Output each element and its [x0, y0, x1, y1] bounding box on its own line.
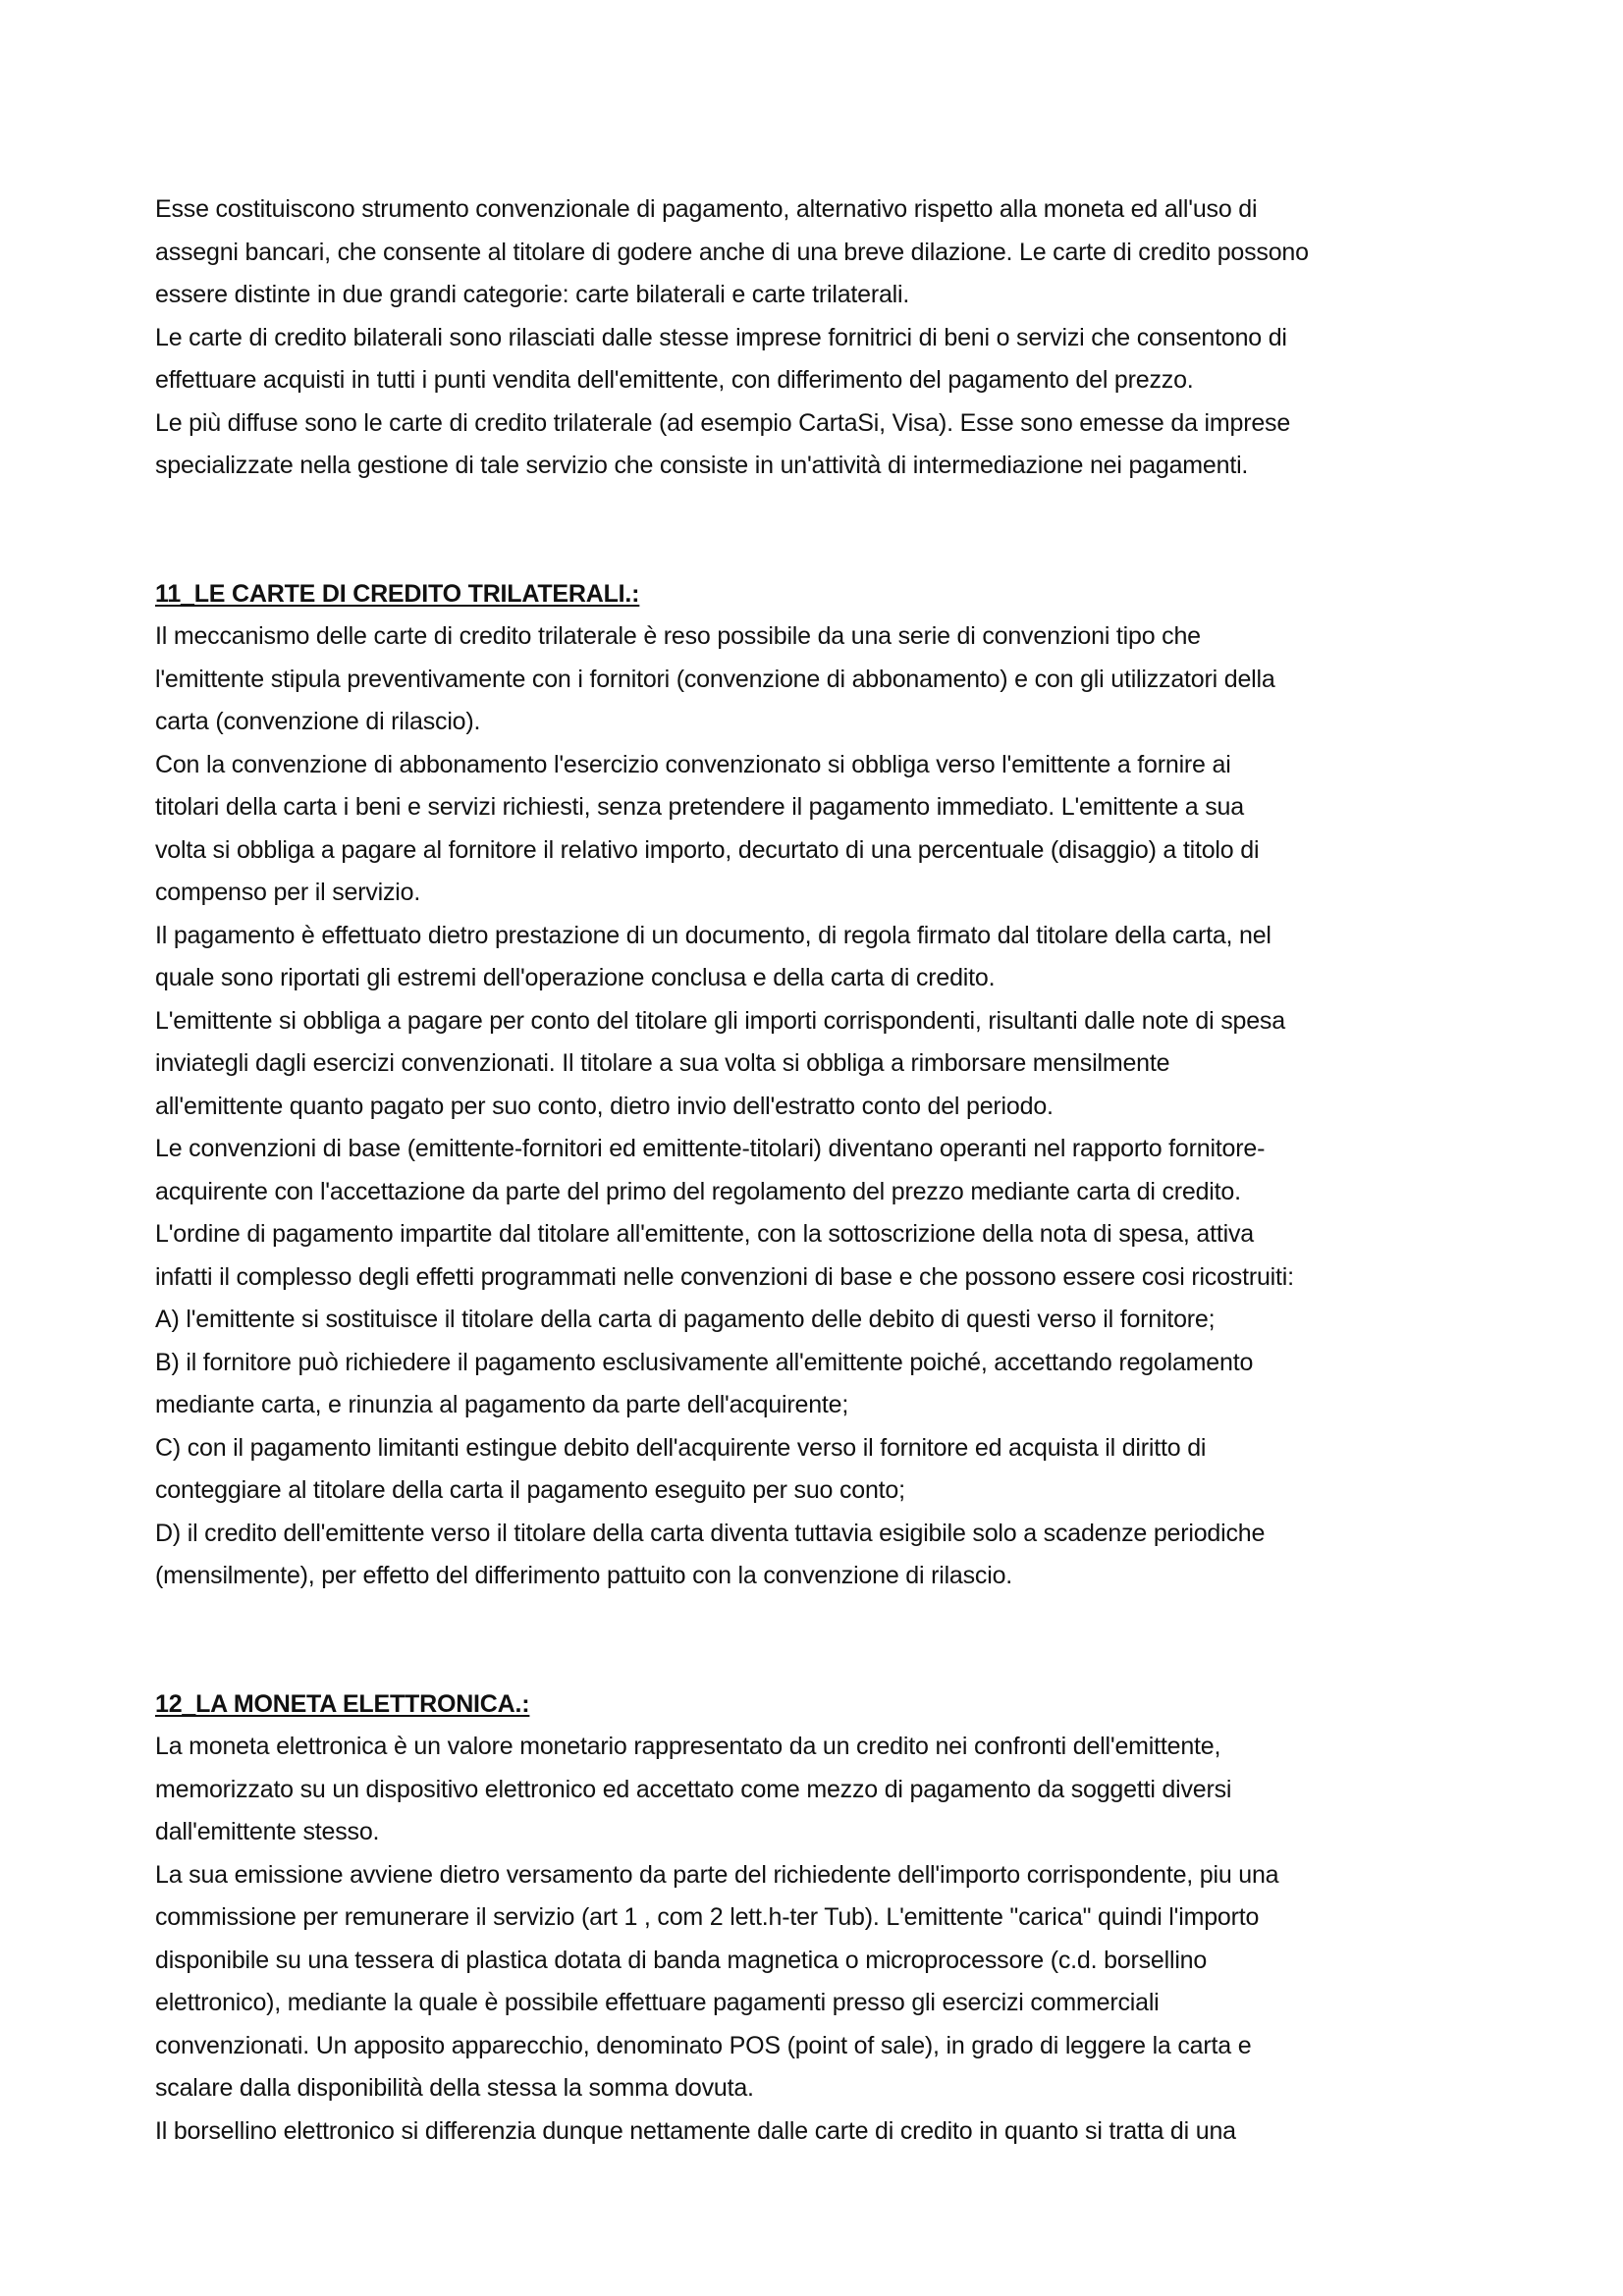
- text-line: (mensilmente), per effetto del differimento pattuito con la convenzione di rilascio.: [155, 1562, 1013, 1589]
- list-item-d: D) il credito dell'emittente verso il titolare della carta diventa tuttavia esigibile solo a scadenze periodiche: [155, 1519, 1266, 1547]
- text-line: L'emittente si obbliga a pagare per conto del titolare gli importi corrispondenti, risultanti dalle note di spesa: [155, 1006, 1285, 1035]
- text-line: l'emittente stipula preventivamente con i fornitori (convenzione di abbonamento) e con gli utilizzatori della: [155, 665, 1275, 693]
- text-line: convenzionati. Un apposito apparecchio, denominato POS (point of sale), in grado di leggere la carta e: [155, 2031, 1252, 2059]
- section-12-heading: 12_LA MONETA ELETTRONICA.:: [155, 1689, 530, 1718]
- text-line: La sua emissione avviene dietro versamento da parte del richiedente dell'importo corrispondente, piu una: [155, 1860, 1279, 1889]
- list-item-a: A) l'emittente si sostituisce il titolare della carta di pagamento delle debito di questi verso il fornitore;: [155, 1306, 1216, 1333]
- text-line: acquirente con l'accettazione da parte del primo del regolamento del prezzo mediante carta di credito.: [155, 1177, 1241, 1205]
- list-item-c: C) con il pagamento limitanti estingue debito dell'acquirente verso il fornitore ed acquista il diritto di: [155, 1433, 1207, 1462]
- text-line: titolari della carta i beni e servizi richiesti, senza pretendere il pagamento immediato. L'emittente a sua: [155, 793, 1244, 821]
- text-line: Esse costituiscono strumento convenzionale di pagamento, alternativo rispetto alla moneta ed all'uso di: [155, 195, 1258, 223]
- text-line: Il borsellino elettronico si differenzia dunque nettamente dalle carte di credito in quanto si tratta di una: [155, 2116, 1236, 2145]
- text-line: scalare dalla disponibilità della stessa la somma dovuta.: [155, 2074, 754, 2102]
- text-line: specializzate nella gestione di tale servizio che consiste in un'attività di intermediazione nei pagamenti.: [155, 452, 1249, 479]
- section-11-heading: 11_LE CARTE DI CREDITO TRILATERALI.:: [155, 579, 640, 608]
- text-line: effettuare acquisti in tutti i punti vendita dell'emittente, con differimento del pagamento del prezzo.: [155, 366, 1194, 394]
- intro-paragraph: [155, 188, 1490, 488]
- text-line: Il pagamento è effettuato dietro prestazione di un documento, di regola firmato dal titolare della carta, nel: [155, 921, 1271, 949]
- text-line: mediante carta, e rinunzia al pagamento da parte dell'acquirente;: [155, 1391, 849, 1418]
- text-line: conteggiare al titolare della carta il pagamento eseguito per suo conto;: [155, 1476, 905, 1504]
- text-line: compenso per il servizio.: [155, 879, 421, 906]
- text-line: dall'emittente stesso.: [155, 1818, 380, 1845]
- text-line: commissione per remunerare il servizio (art 1 , com 2 lett.h-ter Tub). L'emittente "carica" quindi l'importo: [155, 1903, 1260, 1931]
- text-line: quale sono riportati gli estremi dell'operazione conclusa e della carta di credito.: [155, 964, 996, 991]
- text-line: Le carte di credito bilaterali sono rilasciati dalle stesse imprese fornitrici di beni o servizi che consentono di: [155, 323, 1287, 351]
- text-line: Le più diffuse sono le carte di credito trilaterale (ad esempio CartaSi, Visa). Esse sono emesse da imprese: [155, 408, 1291, 437]
- section-11: [155, 573, 1490, 1598]
- text-line: carta (convenzione di rilascio).: [155, 708, 481, 735]
- list-item-b: B) il fornitore può richiedere il pagamento esclusivamente all'emittente poiché, accettando regolamento: [155, 1348, 1254, 1376]
- text-line: inviategli dagli esercizi convenzionati. Il titolare a sua volta si obbliga a rimborsare mensilmente: [155, 1049, 1170, 1077]
- text-line: disponibile su una tessera di plastica dotata di banda magnetica o microprocessore (c.d. borsellino: [155, 1946, 1208, 1974]
- text-line: elettronico), mediante la quale è possibile effettuare pagamenti presso gli esercizi commerciali: [155, 1989, 1160, 2016]
- text-line: La moneta elettronica è un valore monetario rappresentato da un credito nei confronti dell'emittente,: [155, 1733, 1221, 1760]
- text-line: infatti il complesso degli effetti programmati nelle convenzioni di base e che possono essere cosi ricostruiti:: [155, 1262, 1294, 1291]
- document-page: [155, 188, 1490, 2153]
- section-spacer: [155, 1598, 1490, 1683]
- text-line: all'emittente quanto pagato per suo conto, dietro invio dell'estratto conto del periodo.: [155, 1092, 1054, 1120]
- text-line: essere distinte in due grandi categorie: carte bilaterali e carte trilaterali.: [155, 281, 910, 308]
- section-spacer: [155, 488, 1490, 573]
- text-line: L'ordine di pagamento impartite dal titolare all'emittente, con la sottoscrizione della nota di spesa, attiva: [155, 1220, 1254, 1248]
- text-line: memorizzato su un dispositivo elettronico ed accettato come mezzo di pagamento da soggetti diversi: [155, 1775, 1232, 1803]
- text-line: Il meccanismo delle carte di credito trilaterale è reso possibile da una serie di convenzioni tipo che: [155, 622, 1201, 650]
- text-line: volta si obbliga a pagare al fornitore il relativo importo, decurtato di una percentuale (disaggio) a titolo di: [155, 835, 1260, 864]
- section-12: [155, 1683, 1490, 2154]
- text-line: Con la convenzione di abbonamento l'esercizio convenzionato si obbliga verso l'emittente a fornire ai: [155, 750, 1231, 778]
- text-line: assegni bancari, che consente al titolare di godere anche di una breve dilazione. Le carte di credito possono: [155, 238, 1309, 266]
- text-line: Le convenzioni di base (emittente-fornitori ed emittente-titolari) diventano operanti nel rapporto fornitore-: [155, 1135, 1266, 1162]
